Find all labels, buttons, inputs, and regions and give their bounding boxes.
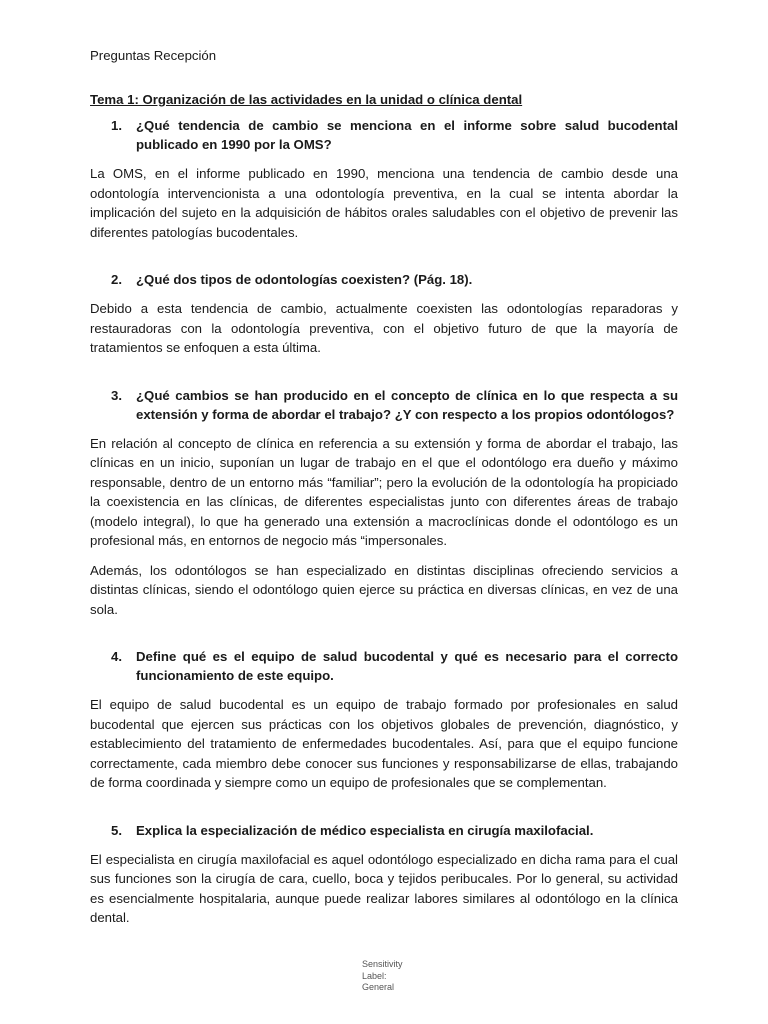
question-number: 5. xyxy=(111,822,122,838)
question-block-1 xyxy=(90,116,678,242)
document-header: Preguntas Recepción xyxy=(90,48,217,63)
question-1 xyxy=(90,116,678,154)
question-text: Explica la especialización de médico especialista en cirugía maxilofacial. xyxy=(136,822,594,838)
question-4 xyxy=(90,647,678,685)
answer-paragraph: El especialista en cirugía maxilofacial es aquel odontólogo especializado en dicha rama para el cual sus funciones son la cirugía de cara, cuello, boca y tejidos peribucales. Por lo general, su actividad es esencialmente hospitalaria, aunque puede realizar labores similares al odontólogo en la clínica dental. xyxy=(90,851,678,925)
answer-paragraph: Además, los odontólogos se han especializado en distintas disciplinas ofreciendo servicios a distintas clínicas, siendo el odontólogo quien ejerce su práctica en diversas clínicas, en vez de una sola. xyxy=(90,562,678,617)
question-number: 3. xyxy=(111,387,122,403)
question-text: ¿Qué tendencia de cambio se menciona en el informe sobre salud bucodental publicado en 1990 por la OMS? xyxy=(136,118,678,152)
question-text: Define qué es el equipo de salud bucodental y qué es necesario para el correcto funcionamiento de este equipo. xyxy=(136,649,678,683)
question-block-3 xyxy=(90,386,678,620)
question-block-2 xyxy=(90,270,678,358)
question-text: ¿Qué cambios se han producido en el concepto de clínica en lo que respecta a su extensión y forma de abordar el trabajo? ¿Y con respecto a los propios odontólogos? xyxy=(136,387,678,422)
question-3 xyxy=(90,386,678,424)
question-block-5 xyxy=(90,821,678,928)
answer-paragraph: El equipo de salud bucodental es un equipo de trabajo formado por profesionales en salud bucodental que ejercen sus prácticas con los objetivos globales de prevención, diagnóstico, y establecimiento del tratamiento de enfermedades bucodentales. Así, para que el equipo funcione correctamente, cada miembro debe conocer sus funciones y responsabilizarse de ellas, trabajando de forma coordinada y siempre como un equipo de profesionales que se complementan. xyxy=(90,697,678,790)
question-block-4 xyxy=(90,647,678,793)
sensitivity-label: Sensitivity Label: General xyxy=(362,959,403,992)
answer-paragraph: En relación al concepto de clínica en referencia a su extensión y forma de abordar el trabajo, las clínicas en un inicio, suponían un lugar de trabajo en el que el odontólogo era dueño y máximo responsable, dentro de un entorno más “familiar”; pero la evolución de la odontología ha propiciado la coexistencia en las clínicas, de diferentes especialistas junto con diferentes áreas de trabajo (modelo integral), lo que ha generado una extensión a macroclínicas donde el odontólogo es un profesional más, en entornos de negocio más “impersonales. xyxy=(90,435,678,548)
answer-paragraph: La OMS, en el informe publicado en 1990, menciona una tendencia de cambio desde una odontología intervencionista a una odontología preventiva, en la cual se intenta abordar la implicación del sujeto en la adquisición de hábitos orales saludables con el objetivo de prevenir las diferentes patologías bucodentales. xyxy=(90,166,678,240)
question-number: 1. xyxy=(111,118,122,133)
question-number: 4. xyxy=(111,649,122,664)
document-page xyxy=(90,46,678,956)
question-5 xyxy=(90,821,678,840)
question-2 xyxy=(90,270,678,289)
question-number: 2. xyxy=(111,272,122,287)
questions-list xyxy=(90,116,678,928)
question-text: ¿Qué dos tipos de odontologías coexisten? (Pág. 18). xyxy=(136,272,473,287)
section-title: Tema 1: Organización de las actividades en la unidad o clínica dental xyxy=(90,92,523,107)
answer-paragraph: Debido a esta tendencia de cambio, actualmente coexisten las odontologías reparadoras y restauradoras con la odontología preventiva, con el objetivo futuro de que la mayoría de tratamientos se enfoquen a esta última. xyxy=(90,301,678,355)
